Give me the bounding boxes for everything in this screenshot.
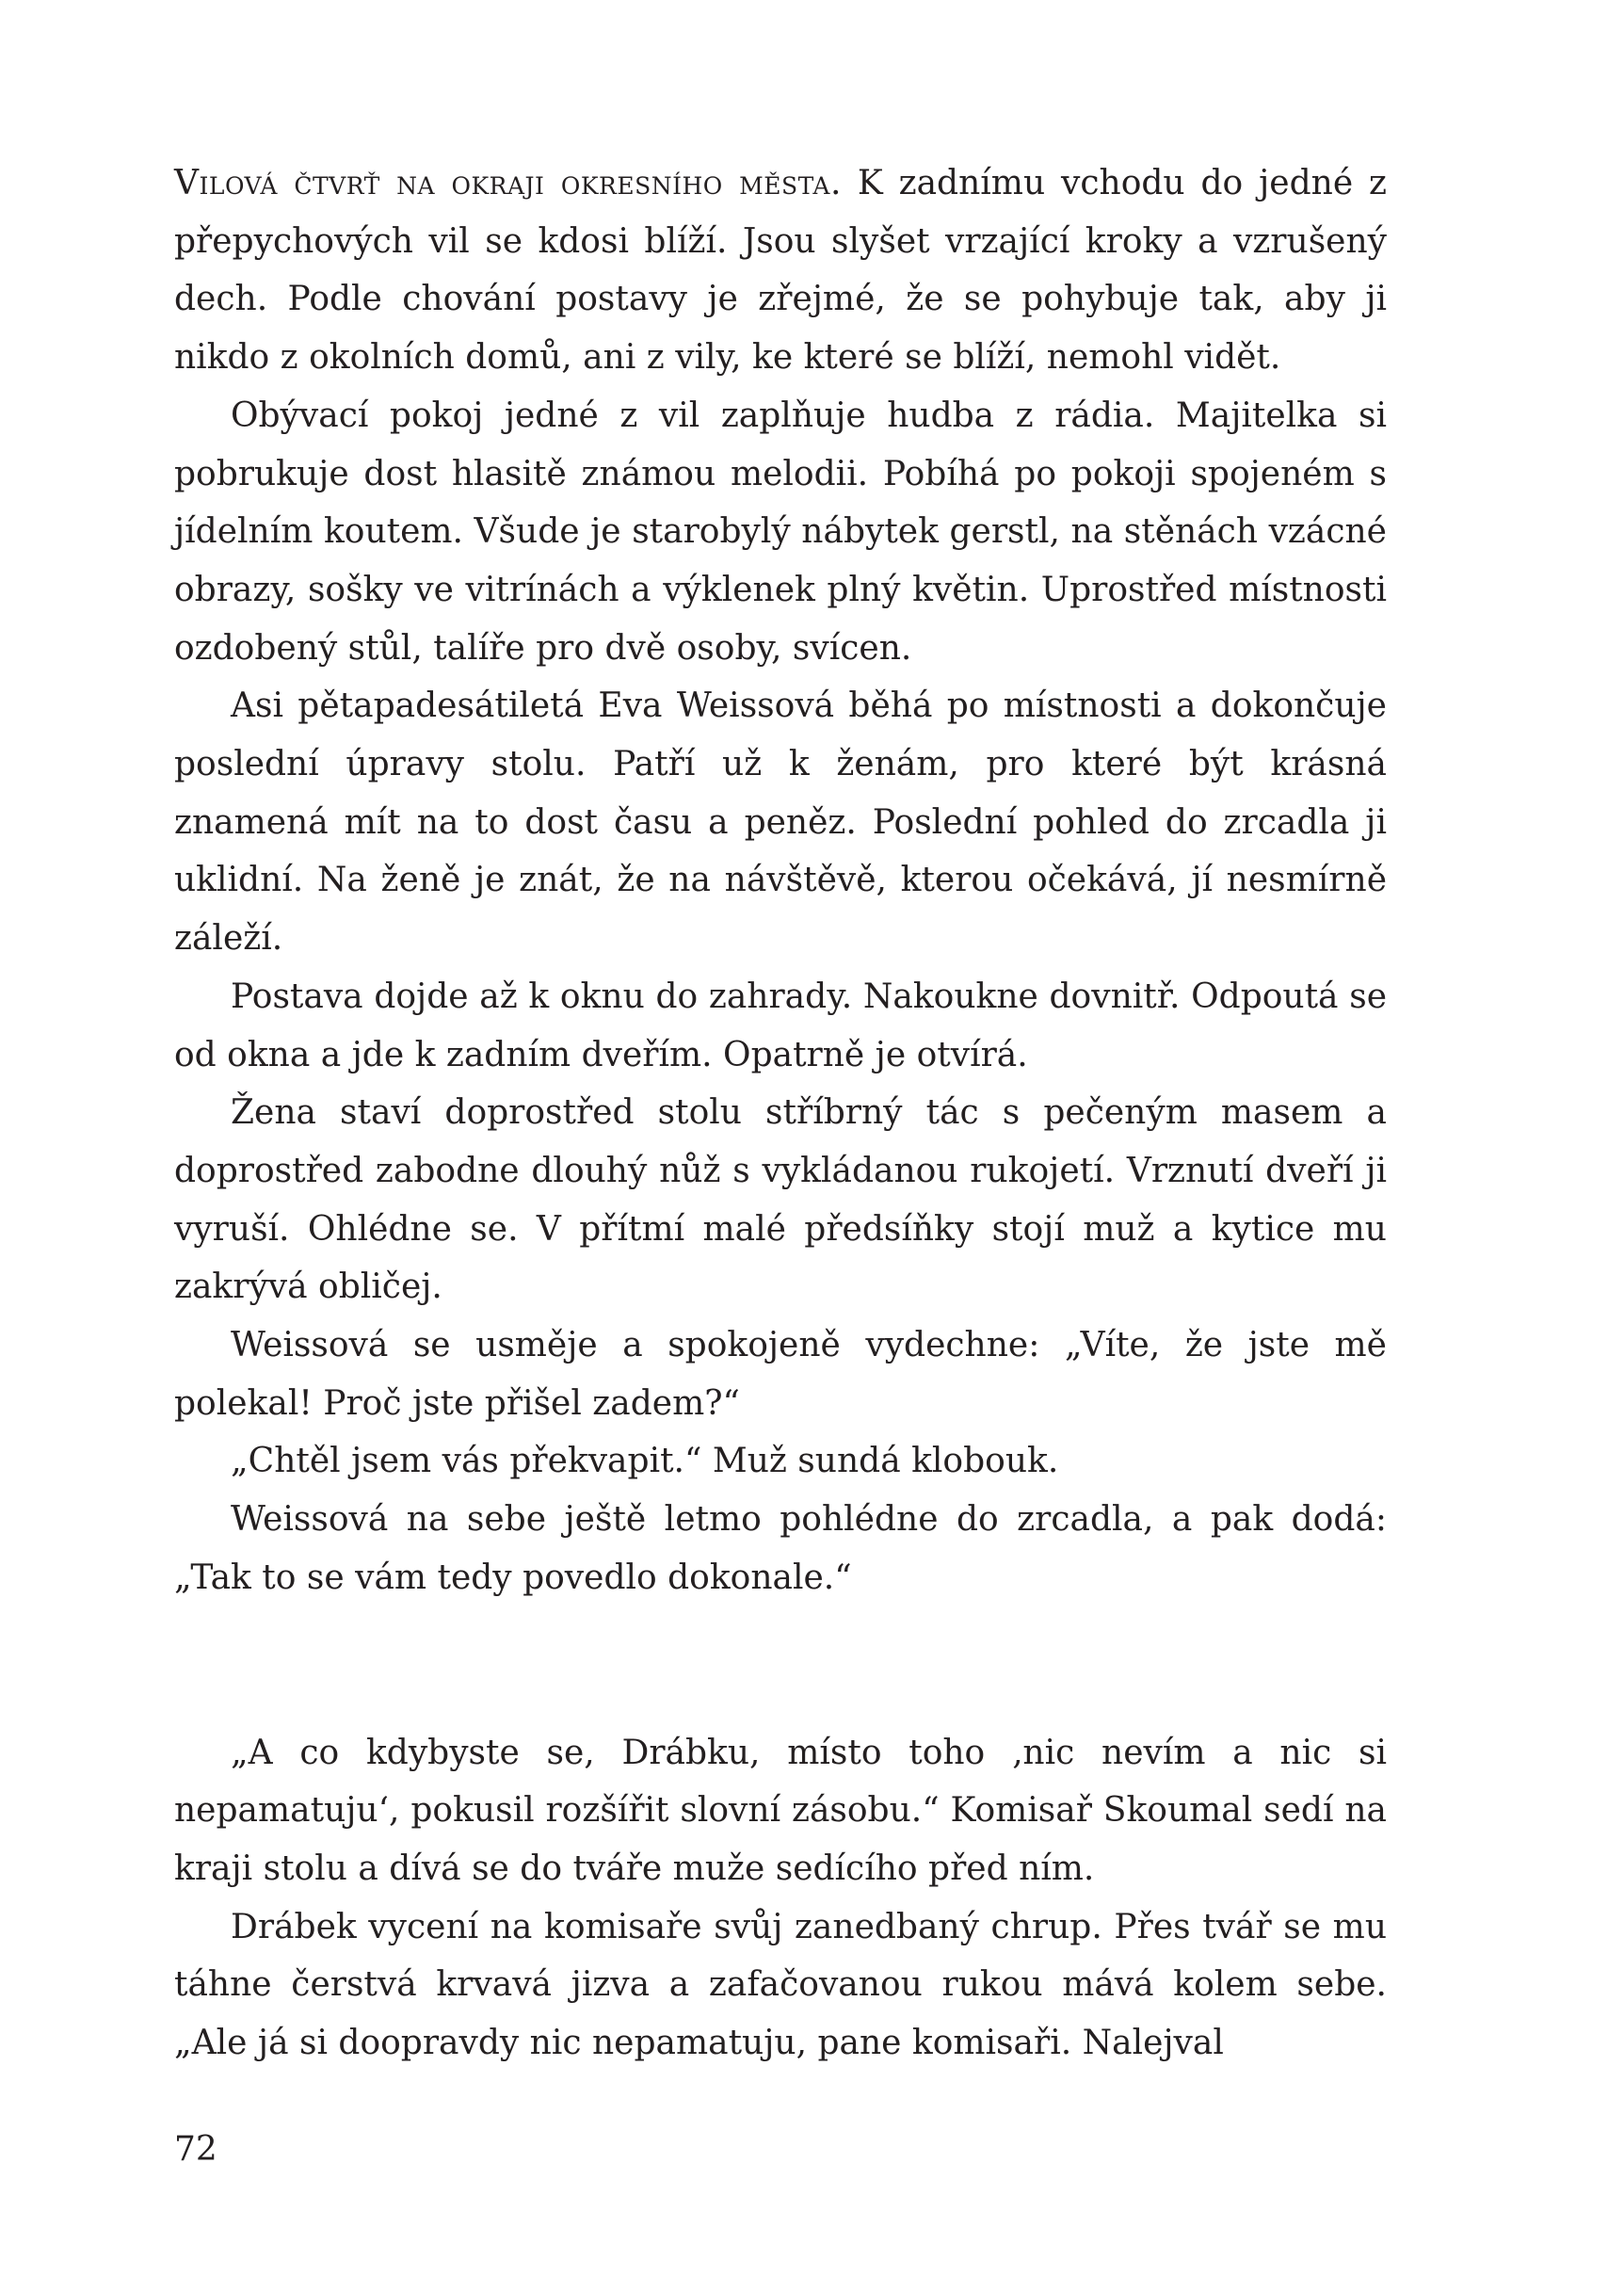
paragraph: Weissová se usměje a spokojeně vydechne: „Víte, že jste mě polekal! Proč jste přišel zadem?“ <box>174 1326 1387 1423</box>
paragraph: Weissová na sebe ještě letmo pohlédne do zrcadla, a pak dodá: „Tak to se vám tedy povedlo dokonale.“ <box>174 1500 1387 1597</box>
opening-paragraph <box>174 154 1387 387</box>
paragraph: Asi pětapadesátiletá Eva Weissová běhá po místnosti a dokončuje poslední úpravy stolu. Patří už k ženám, pro které být krásná znamená mít na to dost času a peněz. Poslední pohled do zrcadla ji uklidní. Na ženě je znát, že na návštěvě, kterou očekává, jí nesmírně záleží. <box>174 686 1387 959</box>
body-text <box>174 154 1387 2073</box>
opening-paragraph-rest: K zadnímu vchodu do jedné z přepychových vil se kdosi blíží. Jsou slyšet vrzající kroky a vzrušený dech. Podle chování postavy je zřejmé, že se pohybuje tak, aby ji nikdo z okolních domů, ani z vily, ke které se blíží, nemohl vidět. <box>174 164 1388 378</box>
paragraph: Drábek vycení na komisaře svůj zanedbaný chrup. Přes tvář se mu táhne čerstvá krvavá jizva a zafačovanou rukou mává kolem sebe. „Ale já si doopravdy nic nepamatuju, pane komisaři. Nalejval <box>174 1907 1387 2063</box>
opening-smallcaps: Vilová čtvrť na okraji okresního města. <box>174 164 842 202</box>
paragraph: Obývací pokoj jedné z vil zaplňuje hudba z rádia. Majitelka si pobrukuje dost hlasitě známou melodii. Pobíhá po pokoji spojeném s jídelním koutem. Všude je starobylý nábytek gerstl, na stěnách vzácné obrazy, sošky ve vitrínách a výklenek plný květin. Uprostřed místnosti ozdobený stůl, talíře pro dvě osoby, svícen. <box>174 395 1387 668</box>
paragraph: „A co kdybyste se, Drábku, místo toho ‚nic nevím a nic si nepamatuju‘, pokusil rozšířit slovní zásobu.“ Komisař Skoumal sedí na kraji stolu a dívá se do tváře muže sedícího před ním. <box>174 1733 1387 1888</box>
paragraph: Postava dojde až k oknu do zahrady. Nakoukne dovnitř. Odpoutá se od okna a jde k zadním dveřím. Opatrně je otvírá. <box>174 977 1387 1074</box>
paragraph: „Chtěl jsem vás překvapit.“ Muž sundá klobouk. <box>231 1442 1059 1481</box>
page-number: 72 <box>174 2130 217 2169</box>
scene-break <box>174 1607 1387 1724</box>
paragraph: Žena staví doprostřed stolu stříbrný tác s pečeným masem a doprostřed zabodne dlouhý nůž s vykládanou rukojetí. Vrznutí dveří ji vyruší. Ohlédne se. V přítmí malé předsíňky stojí muž a kytice mu zakrývá obličej. <box>174 1093 1387 1307</box>
